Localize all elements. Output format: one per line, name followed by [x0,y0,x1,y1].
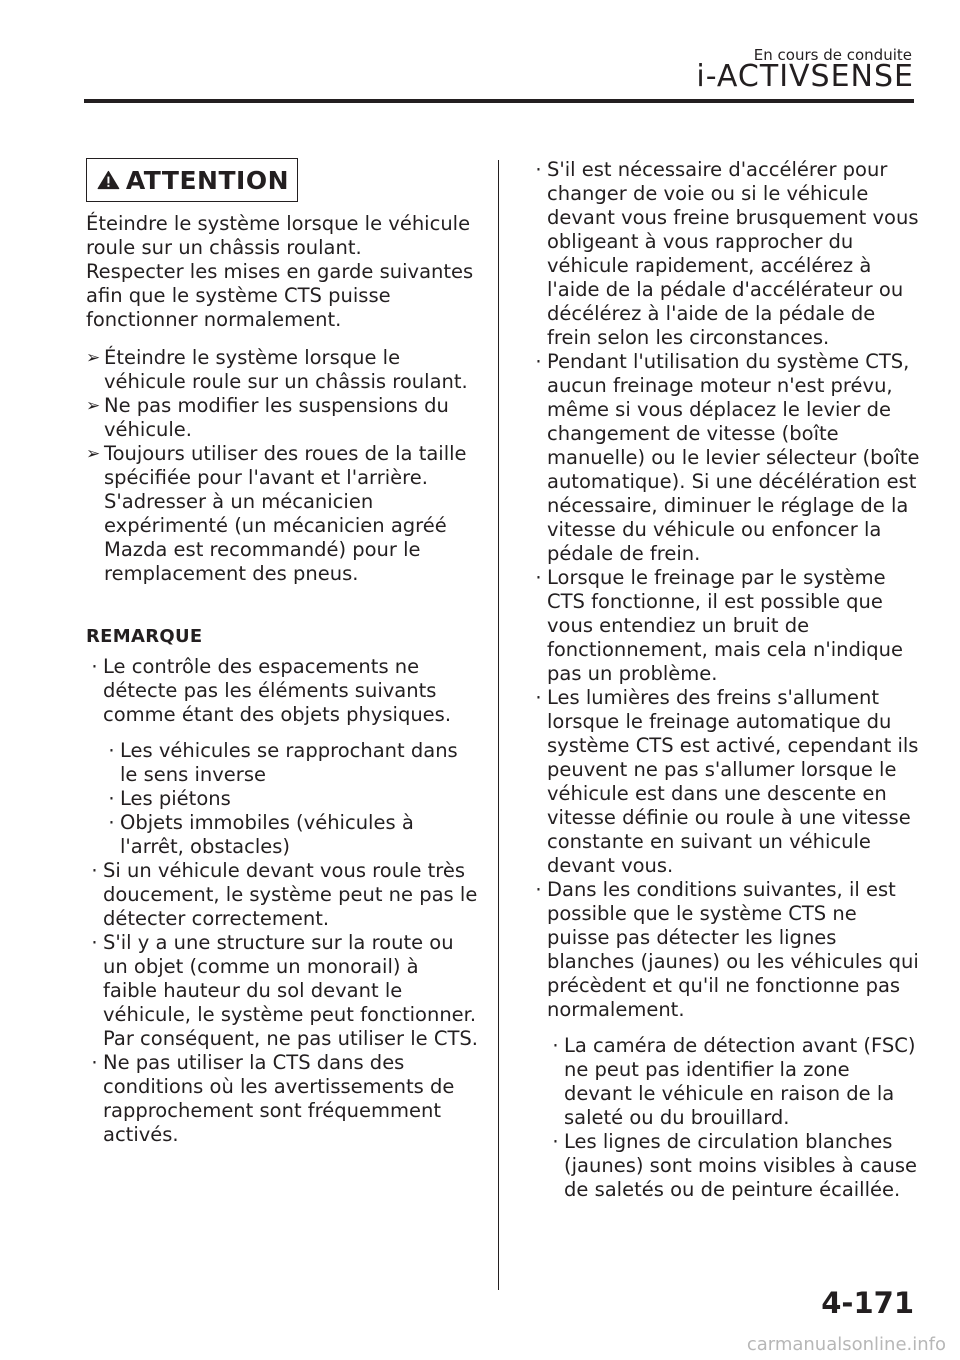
list-item-text: S'il y a une structure sur la route ou un objet (comme un monorail) à faible hauteur du sol devant le véhicule, le système peut fonctionner. Par conséquent, ne pas utiliser le CTS. [103,931,478,1050]
list-item-text: Ne pas modifier les suspensions du véhicule. [104,394,449,441]
page-header [0,0,960,110]
attention-label: ATTENTION [125,165,289,195]
attention-list [86,346,478,586]
list-item [86,442,478,586]
list-item [530,686,920,878]
sub-list-item [103,787,478,811]
sub-list-item [103,739,478,787]
list-item [86,1051,478,1147]
dot-bullet-icon: · [535,158,542,181]
sub-list [547,1034,920,1202]
header-rule [84,99,914,103]
list-item [530,350,920,566]
page-number: 4-171 [821,1286,914,1320]
list-item-text: Les piétons [120,787,231,810]
remarque-list-left [86,655,478,1147]
list-item [86,346,478,394]
dot-bullet-icon: · [535,686,542,709]
arrow-bullet-icon: ➢ [86,444,101,464]
dot-bullet-icon: · [552,1034,559,1057]
sub-list-item [103,811,478,859]
list-item-text: Les véhicules se rapprochant dans le sens inverse [120,739,458,786]
column-divider [498,160,499,1290]
dot-bullet-icon: · [91,655,98,678]
remarque-heading: REMARQUE [86,626,203,647]
dot-bullet-icon: · [535,350,542,373]
right-column [530,158,920,1202]
list-item-text: S'il est nécessaire d'accélérer pour changer de voie ou si le véhicule devant vous freine brusquement vous obligeant à vous rapprocher du véhicule rapidement, accélérez à l'aide de la pédale d'accélérateur ou décélérez à l'aide de la pédale de frein selon les circonstances. [547,158,919,349]
dot-bullet-icon: · [108,787,115,810]
list-item-text: Objets immobiles (véhicules à l'arrêt, obstacles) [120,811,414,858]
list-item-text: La caméra de détection avant (FSC) ne peut pas identifier la zone devant le véhicule en raison de la saleté ou du brouillard. [564,1034,916,1129]
sub-list [103,739,478,859]
list-item-text: Éteindre le système lorsque le véhicule roule sur un châssis roulant. [104,346,468,393]
left-column [86,158,478,1147]
dot-bullet-icon: · [91,931,98,954]
list-item-text: Pendant l'utilisation du système CTS, aucun freinage moteur n'est prévu, même si vous déplacez le levier de changement de vitesse (boîte manuelle) ou le levier sélecteur (boîte automatique). Si une décélération est nécessaire, diminuer le réglage de la vitesse du véhicule ou enfoncer la pédale de frein. [547,350,920,565]
watermark: carmanualsonline.info [746,1334,946,1355]
list-item [86,931,478,1051]
dot-bullet-icon: · [91,859,98,882]
attention-intro-line: Respecter les mises en garde suivantes afin que le système CTS puisse fonctionner normalement. [86,260,474,331]
arrow-bullet-icon: ➢ [86,348,101,368]
attention-box [86,158,298,202]
dot-bullet-icon: · [535,566,542,589]
attention-intro-line: Éteindre le système lorsque le véhicule roule sur un châssis roulant. [86,212,471,259]
list-item-text: Les lumières des freins s'allument lorsque le freinage automatique du système CTS est activé, cependant ils peuvent ne pas s'allumer lorsque le véhicule est dans une descente en vitesse définie ou roule à une vitesse constante en suivant un véhicule devant vous. [547,686,919,877]
list-item [86,394,478,442]
list-item [86,655,478,859]
list-item [530,878,920,1202]
list-item-text: Les lignes de circulation blanches (jaunes) sont moins visibles à cause de saletés ou de peinture écaillée. [564,1130,918,1201]
attention-intro [86,212,478,332]
sub-list-item [547,1130,920,1202]
dot-bullet-icon: · [108,739,115,762]
dot-bullet-icon: · [535,878,542,901]
list-item [86,859,478,931]
dot-bullet-icon: · [108,811,115,834]
list-item-text: Lorsque le freinage par le système CTS fonctionne, il est possible que vous entendiez un bruit de fonctionnement, mais cela n'indique pas un problème. [547,566,904,685]
section-label: En cours de conduite [753,46,912,64]
list-item-text: Si un véhicule devant vous roule très doucement, le système peut ne pas le détecter correctement. [103,859,478,930]
list-item-text: Ne pas utiliser la CTS dans des conditions où les avertissements de rapprochement sont fréquemment activés. [103,1051,455,1146]
list-item-text: Dans les conditions suivantes, il est possible que le système CTS ne puisse pas détecter les lignes blanches (jaunes) ou les véhicules qui précèdent et qu'il ne fonctionne pas normalement. [547,878,919,1021]
chapter-title: i-ACTIVSENSE [696,59,914,94]
list-item-text: Le contrôle des espacements ne détecte pas les éléments suivants comme étant des objets physiques. [103,655,452,726]
list-item [530,158,920,350]
list-item [530,566,920,686]
list-item-text: Toujours utiliser des roues de la taille spécifiée pour l'avant et l'arrière. S'adresser à un mécanicien expérimenté (un mécanicien agréé Mazda est recommandé) pour le remplacement des pneus. [104,442,467,585]
dot-bullet-icon: · [552,1130,559,1153]
remarque-list-right [530,158,920,1202]
dot-bullet-icon: · [91,1051,98,1074]
arrow-bullet-icon: ➢ [86,396,101,416]
sub-list-item [547,1034,920,1130]
warning-triangle-icon [97,164,120,196]
